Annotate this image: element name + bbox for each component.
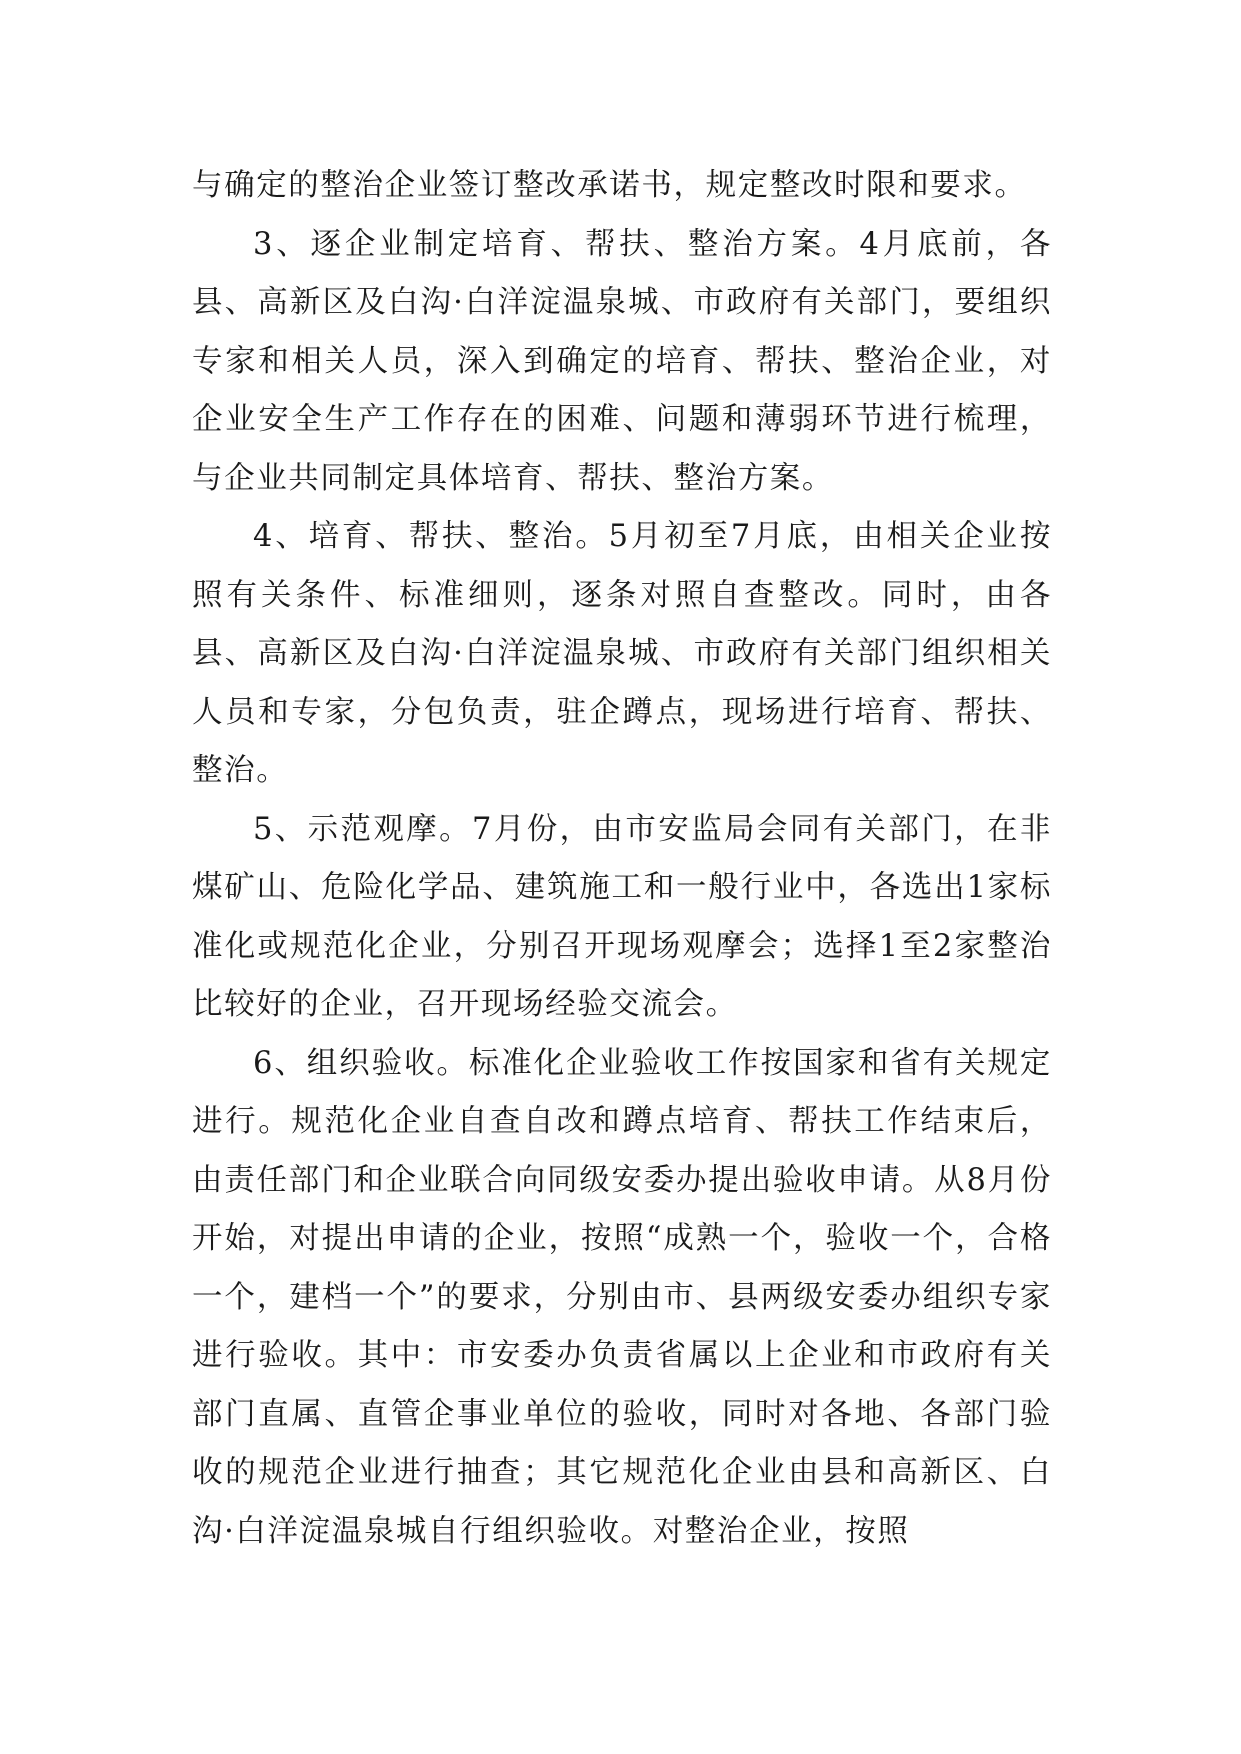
paragraph-item-3: 3、逐企业制定培育、帮扶、整治方案。4月底前，各县、高新区及白沟·白洋淀温泉城、市政府有关部门，要组织专家和相关人员，深入到确定的培育、帮扶、整治企业，对企业安全生产工作存在的困难、问题和薄弱环节进行梳理，与企业共同制定具体培育、帮扶、整治方案。	[192, 226, 1052, 496]
paragraph-continuation: 与确定的整治企业签订整改承诺书，规定整改时限和要求。	[192, 168, 1027, 203]
paragraph-item-5: 5、示范观摩。7月份，由市安监局会同有关部门，在非煤矿山、危险化学品、建筑施工和一般行业中，各选出1家标准化或规范化企业，分别召开现场观摩会；选择1至2家整治比较好的企业，召开现场经验交流会。	[192, 811, 1052, 1022]
document-body	[192, 157, 1052, 1561]
paragraph-item-6: 6、组织验收。标准化企业验收工作按国家和省有关规定进行。规范化企业自查自改和蹲点培育、帮扶工作结束后，由责任部门和企业联合向同级安委办提出验收申请。从8月份开始，对提出申请的企业，按照“成熟一个，验收一个，合格一个，建档一个”的要求，分别由市、县两级安委办组织专家进行验收。其中：市安委办负责省属以上企业和市政府有关部门直属、直管企事业单位的验收，同时对各地、各部门验收的规范企业进行抽查；其它规范化企业由县和高新区、白沟·白洋淀温泉城自行组织验收。对整治企业，按照	[192, 1045, 1052, 1549]
paragraph-item-4: 4、培育、帮扶、整治。5月初至7月底，由相关企业按照有关条件、标准细则，逐条对照自查整改。同时，由各县、高新区及白沟·白洋淀温泉城、市政府有关部门组织相关人员和专家，分包负责，驻企蹲点，现场进行培育、帮扶、整治。	[192, 519, 1052, 788]
